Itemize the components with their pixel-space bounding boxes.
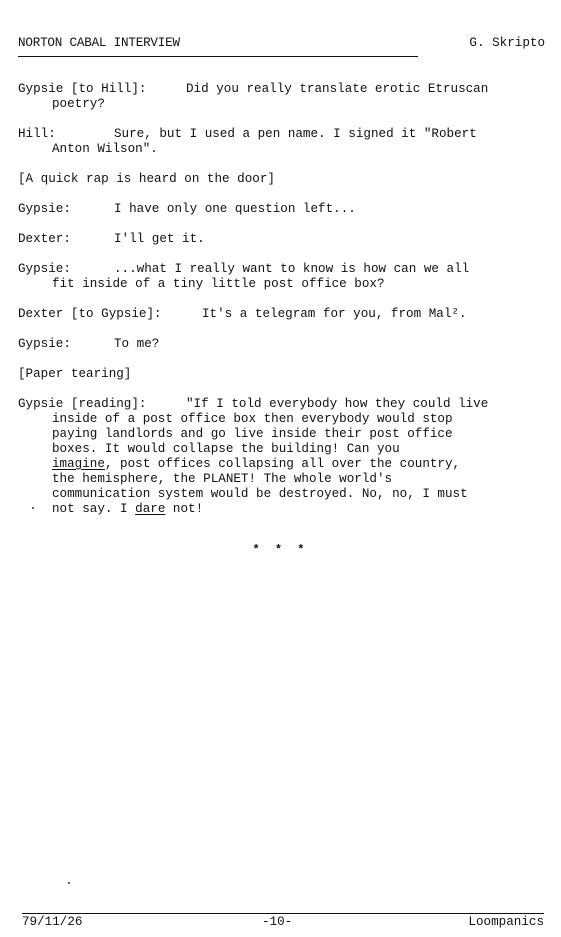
transcript-entry [18,202,548,217]
dialogue-text: Sure, but I used a pen name. I signed it "Robert [114,127,477,141]
stage-direction-text: [A quick rap is heard on the door] [18,172,275,186]
dialogue-continuation: imagine, post offices collapsing all over the country, [52,457,461,471]
stage-direction [18,367,548,382]
dialogue-continuation: Anton Wilson". [52,142,158,156]
dialogue-text: To me? [114,337,160,351]
dialogue-continuation: boxes. It would collapse the building! Can you [52,442,400,456]
speaker-label: Gypsie: [18,202,71,216]
dialogue-text: I have only one question left... [114,202,356,216]
speaker-label: Gypsie: [18,337,71,351]
stage-direction-text: [Paper tearing] [18,367,132,381]
speaker-label: Dexter: [18,232,71,246]
header-rule [18,56,418,57]
dialogue-text: Did you really translate erotic Etruscan [186,82,489,96]
page-header [18,36,545,54]
dialogue-text: It's a telegram for you, from Mal². [202,307,467,321]
speaker-label: Dexter [to Gypsie]: [18,307,162,321]
dialogue-continuation: inside of a post office box then everybody would stop [52,412,453,426]
stage-direction [18,172,548,187]
footer-rule [22,913,544,914]
speaker-label: Gypsie [reading]: [18,397,147,411]
footer-publisher: Loompanics [468,915,544,929]
dialogue-text: ...what I really want to know is how can we all [114,262,470,276]
speaker-label: Gypsie: [18,262,71,276]
dialogue-text: I'll get it. [114,232,205,246]
underlined-word: dare [135,502,166,516]
dialogue-continuation: the hemisphere, the PLANET! The whole world's [52,472,393,486]
page-footer [22,915,544,931]
paper-speck [68,882,70,884]
footer-date: 79/11/26 [22,915,83,929]
dialogue-continuation: fit inside of a tiny little post office box? [52,277,385,291]
transcript-body [18,82,548,532]
transcript-entry [18,82,548,112]
transcript-entry [18,232,548,247]
paper-speck [32,507,34,509]
transcript-entry [18,127,548,157]
dialogue-continuation: not say. I dare not! [52,502,204,516]
dialogue-text: "If I told everybody how they could live [186,397,489,411]
transcript-entry [18,262,548,292]
speaker-label: Hill: [18,127,56,141]
speaker-label: Gypsie [to Hill]: [18,82,147,96]
transcript-entry [18,307,548,322]
underlined-word: imagine [52,457,105,471]
dialogue-continuation: paying landlords and go live inside their post office [52,427,453,441]
header-author: G. Skripto [469,36,545,50]
dialogue-continuation: communication system would be destroyed. No, no, I must [52,487,468,501]
header-title: NORTON CABAL INTERVIEW [18,36,180,50]
section-separator: * * * [252,543,309,557]
dialogue-continuation: poetry? [52,97,105,111]
transcript-entry [18,337,548,352]
page-number: -10- [262,915,293,929]
transcript-entry-reading [18,397,548,517]
